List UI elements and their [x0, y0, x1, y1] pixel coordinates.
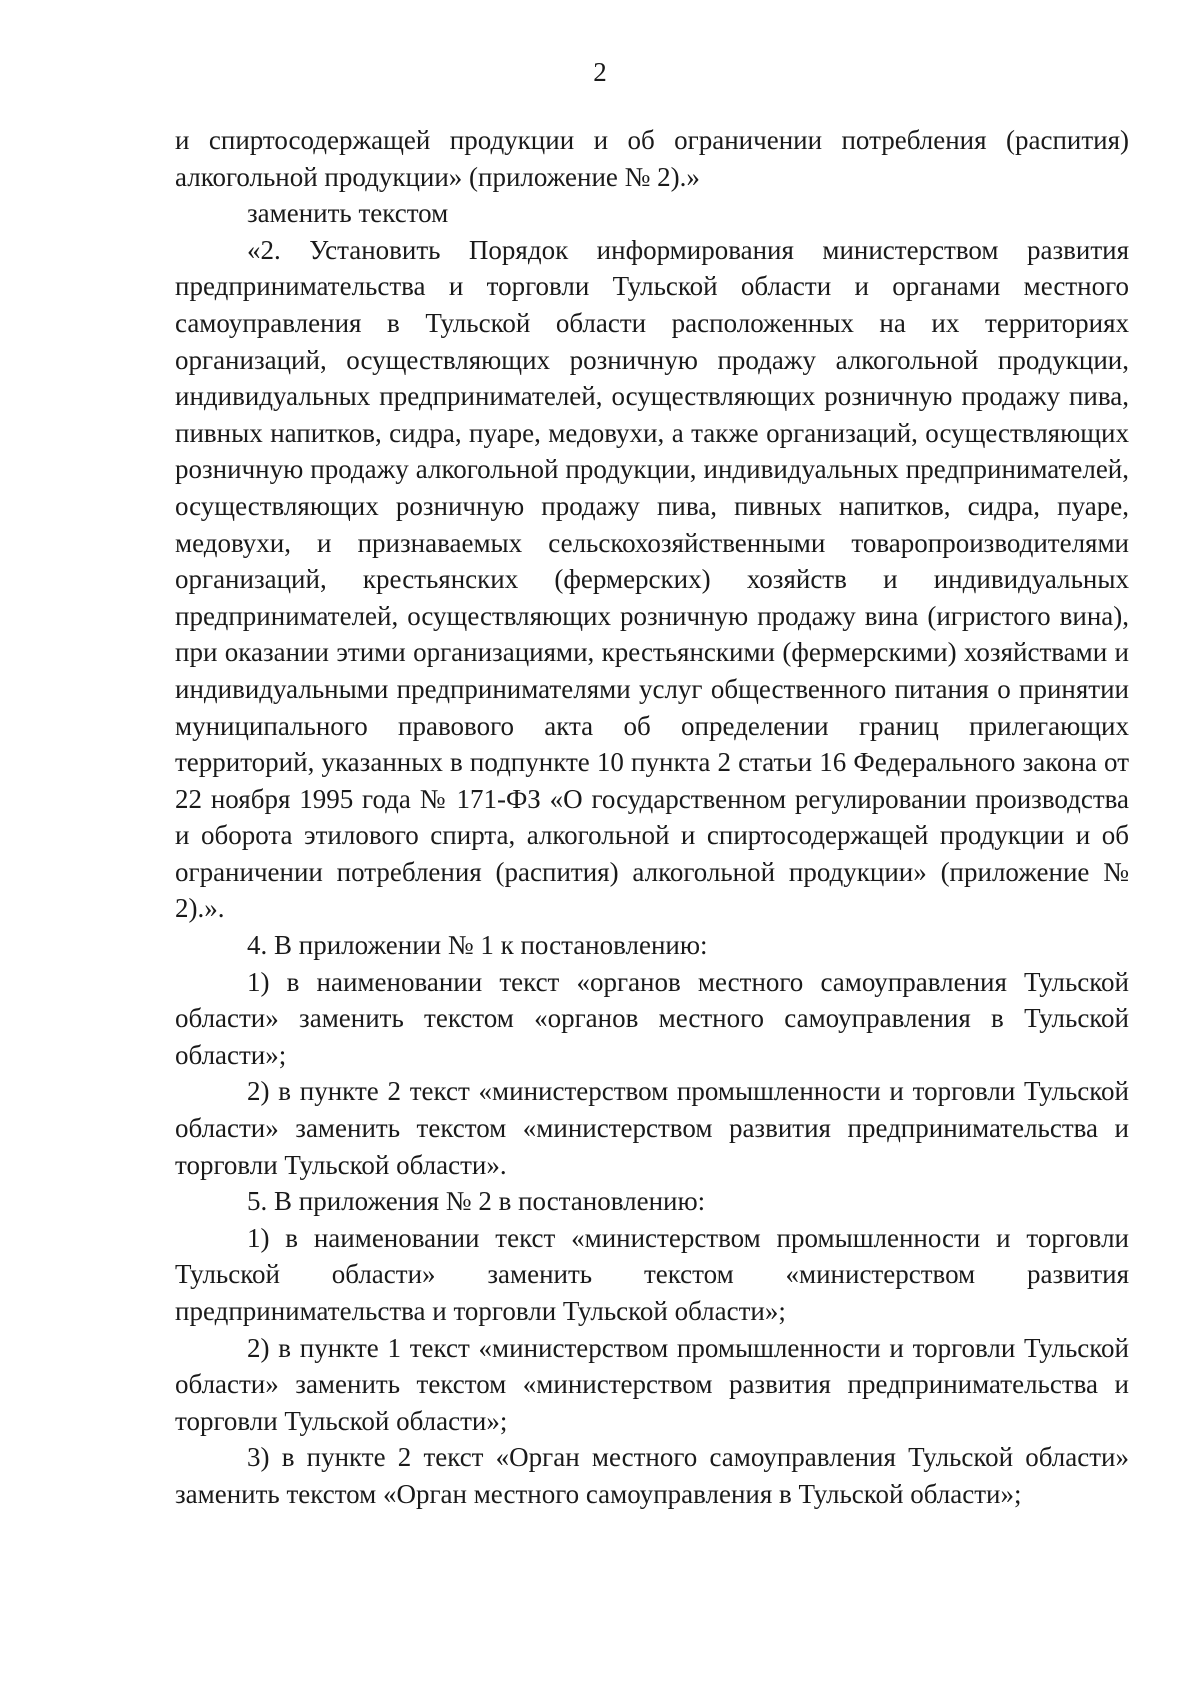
paragraph-item-5-sub-2: 2) в пункте 1 текст «министерством промышленности и торговли Тульской области» заменить текстом «министерством развития предпринимательства и торговли Тульской области»; [175, 1332, 1129, 1436]
paragraph-item-4-sub-1: 1) в наименовании текст «органов местного самоуправления Тульской области» заменить текстом «органов местного самоуправления в Тульской области»; [175, 966, 1129, 1070]
page-number: 2 [593, 57, 607, 87]
paragraph-item-5-sub-1: 1) в наименовании текст «министерством промышленности и торговли Тульской области» заменить текстом «министерством развития предпринимательства и торговли Тульской области»; [175, 1222, 1129, 1326]
paragraph-item-5-sub-3: 3) в пункте 2 текст «Орган местного самоуправления Тульской области» заменить текстом «Орган местного самоуправления в Тульской области»; [175, 1442, 1129, 1509]
paragraph-item-4: 4. В приложении № 1 к постановлению: [247, 930, 708, 961]
paragraph-item-2-new-text: «2. Установить Порядок информирования министерством развития предпринимательства и торговли Тульской области и органами местного самоуправления в Тульской области расположенных на их территориях организаций, осуществляющих розничную продажу алкогольной продукции, индивидуальных предпринимателей, осуществляющих розничную продажу пива, пивных напитков, сидра, пуаре, медовухи, а также организаций, осуществляющих розничную продажу алкогольной продукции, индивидуальных предпринимателей, осуществляющих розничную продажу пива, пивных напитков, сидра, пуаре, медовухи, и признаваемых сельскохозяйственными товаропроизводителями организаций, крестьянских (фермерских) хозяйств и индивидуальных предпринимателей, осуществляющих розничную продажу вина (игристого вина), при оказании этими организациями, крестьянскими (фермерскими) хозяйствами и индивидуальными предпринимателями услуг общественного питания о принятии муниципального правового акта об определении границ прилегающих территорий, указанных в подпункте 10 пункта 2 статьи 16 Федерального закона от 22 ноября 1995 года № 171-ФЗ «О государственном регулировании производства и оборота этилового спирта, алкогольной и спиртосодержащей продукции и об ограничении потребления (распития) алкогольной продукции» (приложение № 2).». [175, 234, 1129, 924]
paragraph-item-4-sub-2: 2) в пункте 2 текст «министерством промышленности и торговли Тульской области» заменить текстом «министерством развития предпринимательства и торговли Тульской области». [175, 1076, 1129, 1180]
paragraph-item-5: 5. В приложения № 2 в постановлению: [247, 1186, 706, 1217]
paragraph-replace-phrase: заменить текстом [247, 198, 449, 229]
paragraph-continuation: и спиртосодержащей продукции и об ограничении потребления (распития) алкогольной продукции» (приложение № 2).» [175, 125, 1129, 192]
document-body [175, 122, 1129, 1513]
